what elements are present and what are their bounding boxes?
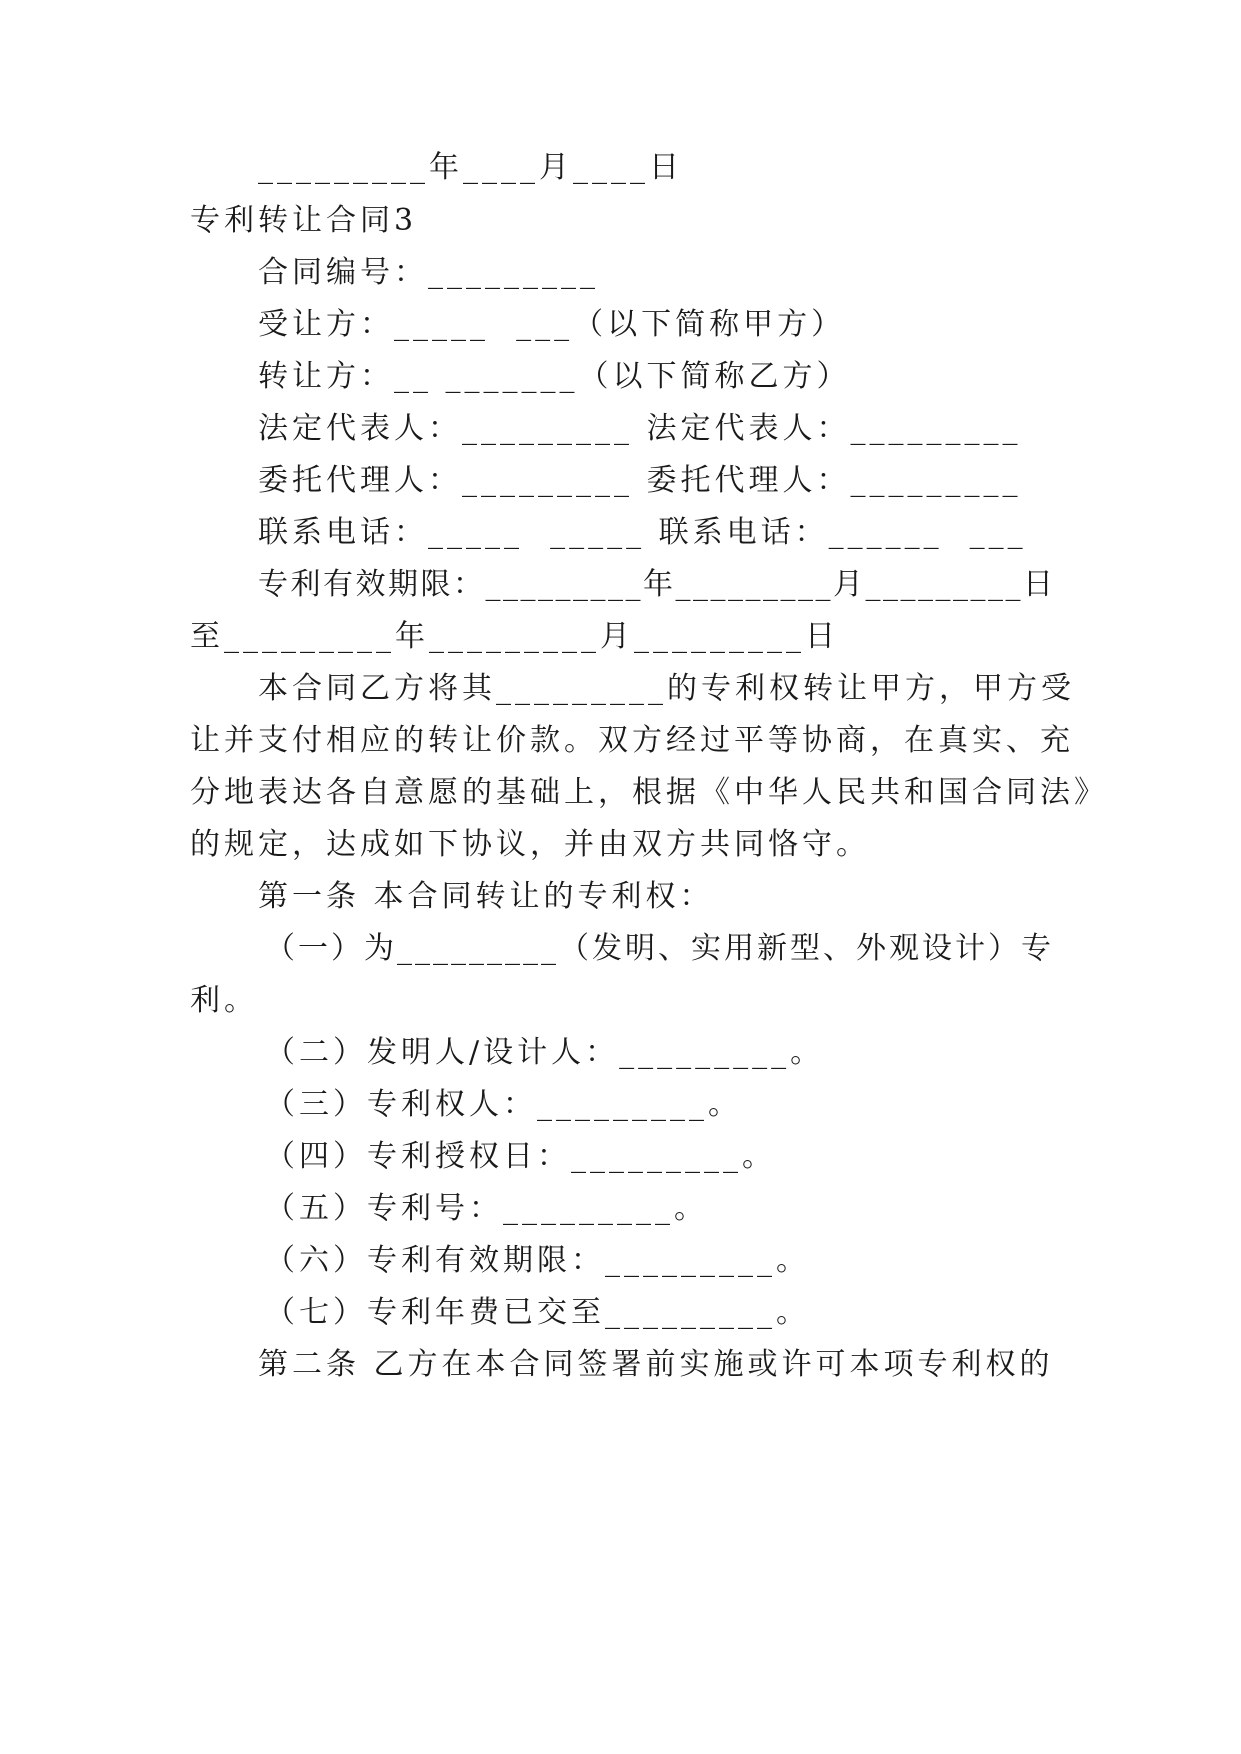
- patent-validity-line-2: 至_________年_________月_________日: [190, 619, 839, 654]
- intro-paragraph-line-3: 分地表达各自意愿的基础上，根据《中华人民共和国合同法》: [190, 775, 1108, 810]
- article-1-item-1-line-1: （一）为_________（发明、实用新型、外观设计）专: [265, 931, 1054, 966]
- transferor-line: 转让方：__ _______（以下简称乙方）: [258, 359, 851, 394]
- date-line: _________年____月____日: [258, 150, 683, 185]
- article-1-item-5: （五）专利号：_________。: [265, 1191, 708, 1226]
- article-1-title: 第一条 本合同转让的专利权：: [258, 879, 714, 914]
- article-1-item-6: （六）专利有效期限：_________。: [265, 1243, 810, 1278]
- contract-number: 合同编号：_________: [258, 255, 599, 290]
- contract-title: 专利转让合同3: [190, 203, 418, 238]
- article-1-item-4: （四）专利授权日：_________。: [265, 1139, 776, 1174]
- phone-line: 联系电话：_____ _____ 联系电话：______ ___: [258, 515, 1027, 550]
- article-2-line-1: 第二条 乙方在本合同签署前实施或许可本项专利权的: [258, 1347, 1054, 1382]
- intro-paragraph-line-2: 让并支付相应的转让价款。双方经过平等协商，在真实、充: [190, 723, 1074, 758]
- intro-paragraph-line-1: 本合同乙方将其_________的专利权转让甲方，甲方受: [258, 671, 1075, 706]
- intro-paragraph-line-4: 的规定，达成如下协议，并由双方共同恪守。: [190, 827, 870, 862]
- article-1-item-1-line-2: 利。: [190, 983, 258, 1018]
- transferee-line: 受让方：_____ ___（以下简称甲方）: [258, 307, 846, 342]
- article-1-item-2: （二）发明人/设计人：_________。: [265, 1035, 825, 1070]
- article-1-item-3: （三）专利权人：_________。: [265, 1087, 742, 1122]
- legal-representative-line: 法定代表人：_________ 法定代表人：_________: [258, 411, 1022, 446]
- agent-line: 委托代理人：_________ 委托代理人：_________: [258, 463, 1022, 498]
- patent-validity-line-1: 专利有效期限：_________年_________月_________日: [258, 567, 1056, 602]
- article-1-item-7: （七）专利年费已交至_________。: [265, 1295, 810, 1330]
